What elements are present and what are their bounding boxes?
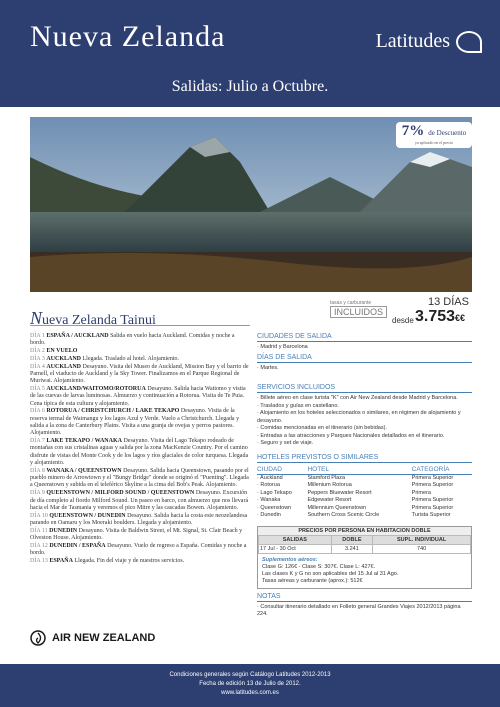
day-number: DÍA 4 xyxy=(30,363,45,370)
price-from-label: desde xyxy=(392,316,414,325)
section-head-hoteles: HOTELES PREVISTOS O SIMILARES xyxy=(257,454,472,463)
itinerary-day xyxy=(30,408,250,437)
day-route: LAKE TEKAPO / WANAKA xyxy=(46,438,122,445)
price-col-doble: DOBLE xyxy=(331,535,373,544)
itinerary-day xyxy=(30,528,250,543)
ciudades-text: · Madrid y Barcelona xyxy=(257,344,308,350)
hotels-table xyxy=(257,465,472,520)
price-supl: 740 xyxy=(373,544,471,553)
day-route: DUNEDIN xyxy=(49,527,78,534)
notas-text: · Consultar itinerario detallado en Folleto general Grandes Viajes 2012/2013 página 224. xyxy=(257,603,461,617)
hotel-cell: Stamford Plaza xyxy=(307,474,346,481)
price-value: 3.753 xyxy=(415,308,456,325)
taxes-included-tag xyxy=(330,300,387,318)
dias-text: · Martes. xyxy=(257,365,279,371)
day-route: ESPAÑA xyxy=(49,557,73,564)
itinerary-day xyxy=(30,438,250,467)
footer-website[interactable]: www.latitudes.com.es xyxy=(221,690,279,696)
day-route: DUNEDIN / ESPAÑA xyxy=(49,542,106,549)
airline-name: AIR NEW ZEALAND xyxy=(52,632,156,644)
hotel-cell: Peppers Bluewater Resort xyxy=(307,489,372,496)
day-number: DÍA 9 xyxy=(30,490,45,497)
hotel-row xyxy=(257,505,472,513)
servicios-list xyxy=(257,395,472,448)
price-col-salidas: SALIDAS xyxy=(259,535,332,544)
itinerary-list xyxy=(30,333,250,566)
day-route: ROTORUA / CHRISTCHURCH / LAKE TEKAPO xyxy=(46,408,180,415)
price-doble: 3.241 xyxy=(331,544,373,553)
tour-price xyxy=(415,308,465,326)
price-currency: €€ xyxy=(455,313,466,323)
day-number: DÍA 12 xyxy=(30,542,48,549)
section-head-servicios: SERVICIOS INCLUIDOS xyxy=(257,384,472,393)
day-route: EN VUELO xyxy=(46,348,78,355)
itinerary-day xyxy=(30,468,250,490)
hotel-col-hotel: HOTEL xyxy=(307,465,411,475)
day-text: Desayuno. Visita de Baldwin Street, el Mt. Signal, St. Clair Beach y Olveston House. Alojamiento. xyxy=(30,527,243,542)
price-box xyxy=(257,526,472,589)
itinerary-day xyxy=(30,386,250,408)
price-table xyxy=(258,535,471,554)
discount-note: ya aplicado en el precio xyxy=(415,140,453,145)
day-number: DÍA 1 xyxy=(30,333,45,339)
subtitle-band xyxy=(0,66,500,108)
hotel-cell: · Queenstown xyxy=(257,504,292,511)
hotel-cell: Primera Superior xyxy=(411,482,454,488)
duration-days: 13 DÍAS xyxy=(428,296,469,308)
discount-badge xyxy=(396,122,472,148)
discount-percent: 7% xyxy=(401,123,425,139)
day-route: QUEENSTOWN / MILFORD SOUND / QUEENSTOWN xyxy=(46,490,195,497)
included-label: INCLUIDOS xyxy=(330,306,387,318)
day-number: DÍA 10 xyxy=(30,512,48,519)
day-text: Desayuno. Salida hacia Waitomo y visita de las cuevas de larvas luminosas. Almuerzo y continuación a Rotorua. Visita de Te Puia. Cena típica de esta cultura y alojamiento. xyxy=(30,386,246,407)
footer-band xyxy=(0,664,500,707)
hotel-cell: · Lago Tekapo xyxy=(257,489,292,496)
page-title: Nueva Zelanda xyxy=(30,20,226,53)
hotel-cell: Edgewater Resort xyxy=(307,497,352,503)
supplements-head: Suplementos aéreos: xyxy=(262,556,318,563)
section-head-ciudades: CIUDADES DE SALIDA xyxy=(257,333,472,342)
footer-date: Fecha de edición 13 de Julio de 2012. xyxy=(199,681,301,687)
day-number: DÍA 8 xyxy=(30,467,45,474)
day-text: Desayuno. Vuelo de regreso a España. Comidas y noche a bordo. xyxy=(30,542,247,557)
day-number: DÍA 13 xyxy=(30,557,48,564)
day-route: AUCKLAND xyxy=(46,363,82,370)
day-route: AUCKLAND/WAITOMO/ROTORUA xyxy=(46,386,146,393)
departures-subtitle: Salidas: Julio a Octubre. xyxy=(171,78,329,95)
hotel-row xyxy=(257,490,472,498)
section-head-dias: DÍAS DE SALIDA xyxy=(257,354,472,363)
header-band xyxy=(0,0,500,107)
service-item: · Seguro y set de viaje. xyxy=(257,440,314,446)
hotel-col-city: CIUDAD xyxy=(257,465,307,475)
day-route: WANAKA / QUEENSTOWN xyxy=(46,467,122,474)
latitudes-logo-icon xyxy=(456,31,482,53)
tour-title-rest: ueva Zelanda Tainui xyxy=(42,313,156,328)
hotel-cell: Turista Superior xyxy=(411,512,451,518)
hotel-cell: · Rotorua xyxy=(257,482,280,488)
day-text: Desayuno. Visita de la reserva termal de Waimangu y los lagos Azul y Verde. Vuelo a Christchurch. Llegada y salida a la zona de Canterbury Plains. Visita a una granja de ovejas y perros pastores. Alojamiento. xyxy=(30,408,240,437)
service-item: · Comidas mencionadas en el itinerario (sin bebidas). xyxy=(257,425,387,431)
day-text: Llegada. Fin del viaje y de nuestros servicios. xyxy=(74,557,185,564)
day-text: Desayuno. Salida hacia Queenstown, pasando por el pueblo minero de Arrowtown y el "Bungy Bridge" donde se originó el "Puenting". Llegada a Queenstown y subida en el teleférico Skyline a la cima del Bob's Peak. Alojamiento. xyxy=(30,467,249,489)
day-text: Desayuno. Excursión de día completo al fiordo Milford Sound. Un paseo en barco, con almuerzo que nos llevará hacia el Mar de Tasmania y veremos el pico Mitre y las cascadas Bowen. Alojamiento. xyxy=(30,490,249,511)
itinerary-day xyxy=(30,558,250,565)
day-text: Desayuno. Visita del Museo de Auckland, Mission Bay y el barrio de Parnell, el viaducto de Auckland y la Sky Tower. Finalizamos en el Parque Regional de Muriwai. Alojamiento. xyxy=(30,363,249,385)
hotel-cell: Primera Superior xyxy=(411,474,454,481)
day-route: QUEENSTOWN / DUNEDIN xyxy=(49,512,126,519)
title-divider xyxy=(30,325,250,326)
hotel-cell: Primera Superior xyxy=(411,497,454,503)
day-text: Desayuno. Visita del Lago Tekapo rodeado de montañas con sus cristalinas aguas y salida por la zona MacKenzie Country. Por el camino disfrute de vistas del Monte Cook y de los lagos y ríos glaciales de color turquesa. Llegada y alojamiento. xyxy=(30,438,249,467)
footer-conditions: Condiciones generales según Catálogo Latitudes 2012-2013 xyxy=(169,672,331,678)
taxes-note: tasas y carburante xyxy=(330,300,372,306)
day-route: AUCKLAND xyxy=(46,355,82,362)
itinerary-day xyxy=(30,348,250,355)
price-box-title: PRECIOS POR PERSONA EN HABITACION DOBLE xyxy=(258,527,471,535)
day-route: ESPAÑA / AUCKLAND xyxy=(46,333,109,339)
brand-logo xyxy=(376,30,482,53)
hotel-row xyxy=(257,512,472,520)
itinerary-day xyxy=(30,543,250,558)
service-item: · Billete aéreo en clase turista "K" con Air New Zealand desde Madrid y Barcelona. xyxy=(257,395,458,401)
day-number: DÍA 5 xyxy=(30,386,45,393)
itinerary-day xyxy=(30,364,250,386)
supplement-line: Clase G: 126€ - Clase S: 307€. Clase L: 427€. xyxy=(262,563,376,570)
hotel-cell: · Dunedin xyxy=(257,512,281,518)
supplement-line: Tasas aéreas y carburante (aprox.): 512€ xyxy=(262,577,363,584)
discount-label: de Descuento xyxy=(428,129,467,137)
day-number: DÍA 7 xyxy=(30,438,45,445)
info-column xyxy=(257,330,472,618)
koru-icon xyxy=(30,630,46,646)
supplements xyxy=(258,554,471,588)
supplement-line: Las clases K y G no son aplicables del 15 Jul al 31 Ago. xyxy=(262,570,399,577)
day-number: DÍA 3 xyxy=(30,355,45,362)
itinerary-day xyxy=(30,333,250,348)
day-text: Llegada. Traslado al hotel. Alojamiento. xyxy=(82,355,179,362)
section-head-notas: NOTAS xyxy=(257,593,472,602)
hotel-row xyxy=(257,497,472,505)
hotel-cell: Millenium Rotorua xyxy=(307,482,352,488)
hotel-cell: Millennium Queenstown xyxy=(307,504,367,511)
day-text: Desayuno. Salida hacia la costa este neozelandesa parando en Oamaru y los Moeraki boulders. Llegada y alojamiento. xyxy=(30,512,248,526)
brand-name: Latitudes xyxy=(375,30,450,52)
hotel-col-category: CATEGORÍA xyxy=(412,465,472,475)
itinerary-day xyxy=(30,356,250,363)
itinerary-day xyxy=(30,490,250,512)
day-number: DÍA 2 xyxy=(30,348,45,355)
service-item: · Alojamiento en los hoteles seleccionados o similares, en régimen de alojamiento y desayuno. xyxy=(257,410,461,424)
air-new-zealand-logo xyxy=(30,630,155,646)
day-text: Salida en vuelo hacia Auckland. Comidas y noche a bordo. xyxy=(30,333,235,347)
day-number: DÍA 6 xyxy=(30,408,45,415)
hotel-row xyxy=(257,482,472,490)
service-item: · Traslados y guías en castellano. xyxy=(257,402,339,409)
hotel-row xyxy=(257,474,472,482)
itinerary-day xyxy=(30,513,250,528)
price-salidas: 17 Jul - 30 Oct xyxy=(259,544,332,553)
day-number: DÍA 11 xyxy=(30,527,48,534)
tour-title-initial: N xyxy=(30,308,43,328)
service-item: · Entradas a las atracciones y Parques Nacionales detallados en el itinerario. xyxy=(257,432,445,439)
hotel-cell: Southern Cross Scenic Circle xyxy=(307,512,380,518)
hotel-cell: · Wanaka xyxy=(257,497,281,503)
hotel-cell: Primera xyxy=(411,489,431,496)
hotel-cell: Primera Superior xyxy=(411,504,454,511)
price-col-supl: SUPL. INDIVIDUAL xyxy=(373,535,471,544)
hotel-cell: · Auckland xyxy=(257,474,283,481)
